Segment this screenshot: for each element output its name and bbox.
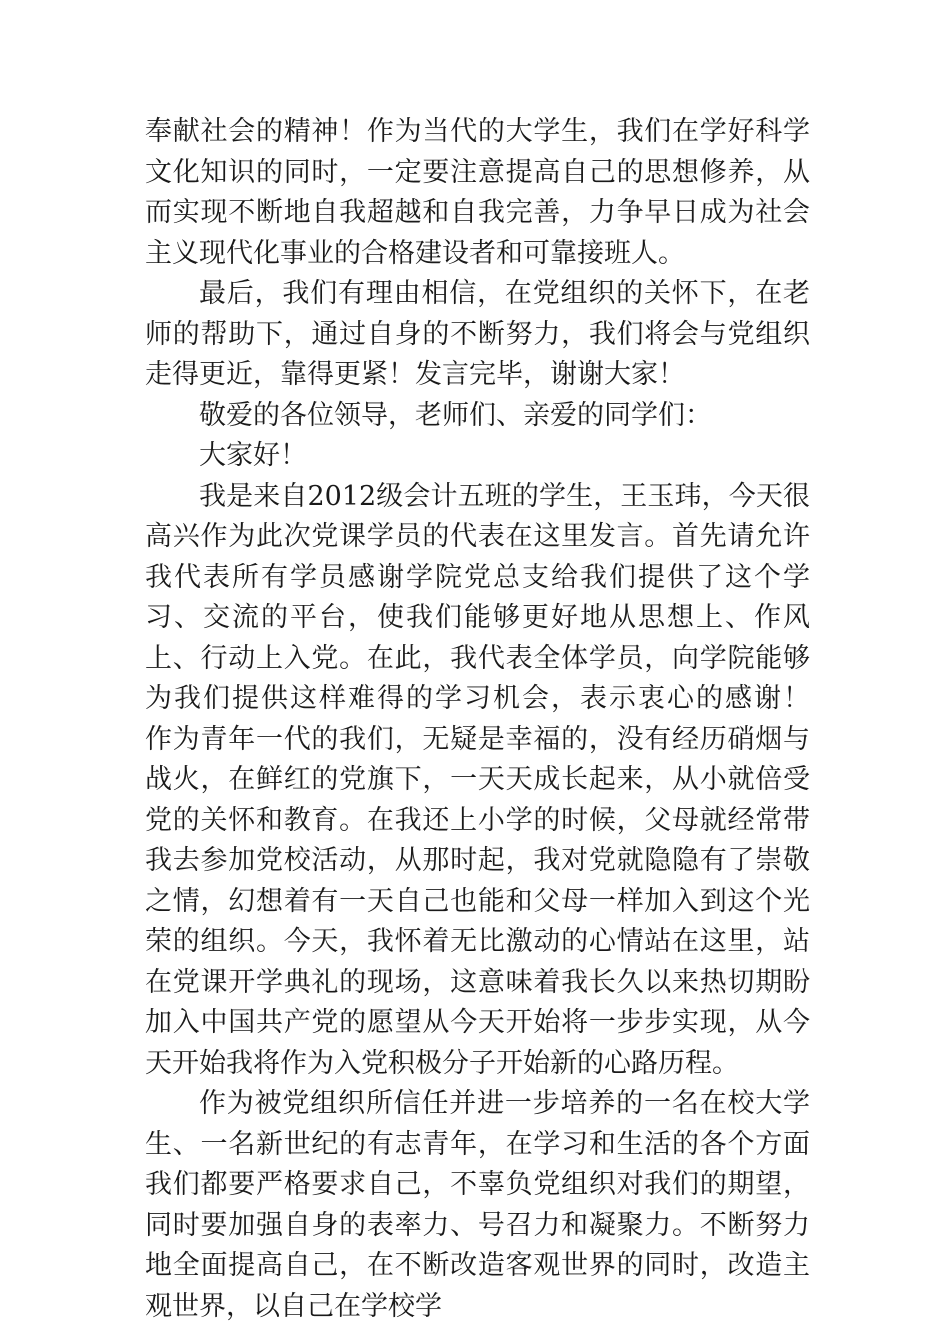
paragraph-4-greeting: 大家好！ [199, 440, 307, 471]
paragraph-6: 作为被党组织所信任并进一步培养的一名在校大学生、一名新世纪的有志青年，在学习和生活的各个方面我们都要严格要求自己，不辜负党组织对我们的期望，同时要加强自身的表率力、号召力和凝聚力。不断努力地全面提高自己，在不断改造客观世界的同时，改造主观世界，以自己在学校学 [145, 1088, 810, 1322]
paragraph-3-salutation: 敬爱的各位领导，老师们、亲爱的同学们： [199, 399, 712, 431]
document-page [145, 112, 837, 1327]
paragraph-2: 最后，我们有理由相信，在党组织的关怀下，在老师的帮助下，通过自身的不断努力，我们将会与党组织走得更近，靠得更紧！发言完毕，谢谢大家！ [145, 278, 810, 390]
paragraph-1: 奉献社会的精神！作为当代的大学生，我们在学好科学文化知识的同时，一定要注意提高自己的思想修养，从而实现不断地自我超越和自我完善，力争早日成为社会主义现代化事业的合格建设者和可靠接班人。 [145, 116, 810, 269]
paragraph-5: 我是来自2012级会计五班的学生，王玉玮，今天很高兴作为此次党课学员的代表在这里发言。首先请允许我代表所有学员感谢学院党总支给我们提供了这个学习、交流的平台，使我们能够更好地从思想上、作风上、行动上入党。在此，我代表全体学员，向学院能够为我们提供这样难得的学习机会，表示衷心的感谢！ 作为青年一代的我们，无疑是幸福的，没有经历硝烟与战火，在鲜红的党旗下，一天天成长起来，从小就倍受党的关怀和教育。在我还上小学的时候，父母就经常带我去参加党校活动，从那时起，我对党就隐隐有了崇敬之情，幻想着有一天自己也能和父母一样加入到这个光荣的组织。今天，我怀着无比激动的心情站在这里，站在党课开学典礼的现场，这意味着我长久以来热切期盼加入中国共产党的愿望从今天开始将一步步实现，从今天开始我将作为入党积极分子开始新的心路历程。 [145, 480, 837, 1079]
